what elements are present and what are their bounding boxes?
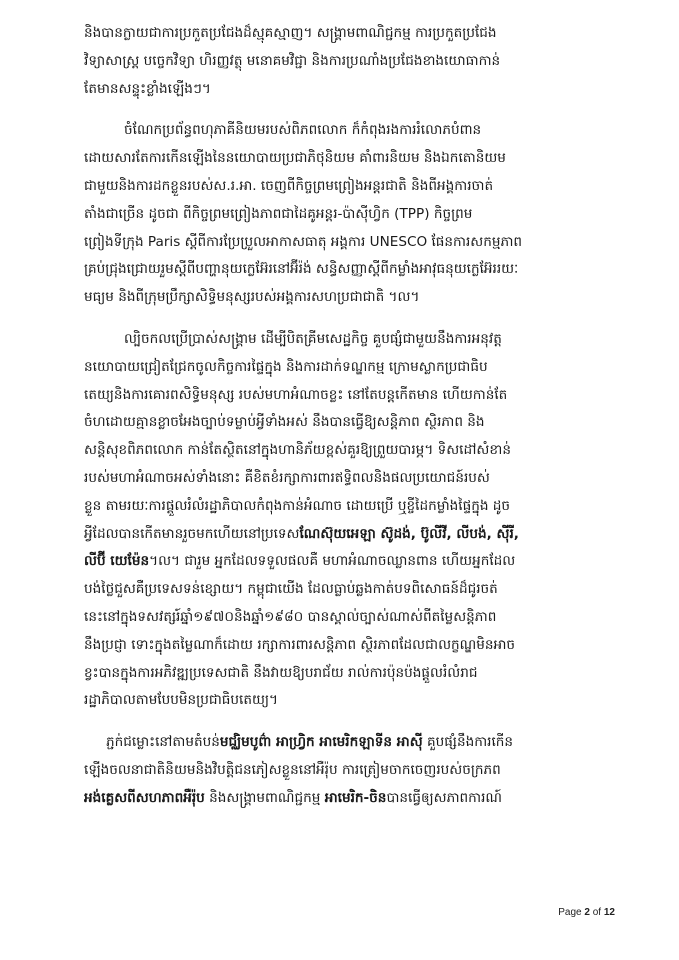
text-segment: តេយ្យនិងការគោរពសិទ្ធិមនុស្ស របស់មហាអំណាចខ្លះ នៅតែបន្តកើតមាន ហើយកាន់តែ bbox=[84, 386, 508, 403]
paragraph-gap bbox=[84, 312, 619, 326]
text-segment: និងបានក្លាយជាការប្រកួតប្រជែងដ៏ស្មុគស្មាញ។ សង្គ្រាមពាណិជ្ជកម្ម ការប្រកួតប្រជែង bbox=[84, 25, 497, 41]
bold-text-segment: មជ្ឈិមបូព៌ា អាហ្វ្រិក អាមេរិកឡាទីន អាស៊ី bbox=[219, 734, 423, 751]
text-segment: ជាមួយនិងការដកខ្លួនរបស់ស.រ.អា. ចេញពីកិច្ចព្រមព្រៀងអន្តរជាតិ និងពីអង្គការចាត់ bbox=[84, 177, 494, 194]
text-segment: នេះនៅក្នុងទសវត្សរ៍ឆ្នាំ១៩៧០និងឆ្នាំ១៩៨០ បានស្គាល់ច្បាស់ណាស់ពីតម្លៃសន្តិភាព bbox=[84, 608, 497, 625]
text-line bbox=[84, 687, 619, 715]
text-segment: សន្តិសុខពិភពលោក កាន់តែស្ថិតនៅក្នុងហានិភ័យខ្ពស់គួរឱ្យព្រួយបារម្ភ។ ទិសដៅសំខាន់ bbox=[84, 442, 511, 459]
text-line bbox=[84, 548, 619, 576]
text-segment: បង់ថ្លៃជួសគឺប្រទេសទន់ខ្សោយ។ កម្ពុជាយើង ដែលធ្លាប់ឆ្លងកាត់បទពិសោធន៍ដ៏ជូរចត់ bbox=[84, 581, 498, 598]
page-footer bbox=[558, 907, 615, 918]
text-line bbox=[84, 660, 619, 688]
text-line bbox=[84, 409, 619, 437]
text-line bbox=[84, 326, 619, 354]
text-line bbox=[84, 48, 619, 76]
text-segment: ដោយសារតែការកើនឡើងនៃនយោបាយប្រជាភិថុនិយម គាំពារនិយម និងឯកតោនិយម bbox=[84, 150, 506, 167]
text-line bbox=[84, 173, 619, 201]
text-segment: ចំណែកប្រព័ន្ធពហុភាគីនិយមរបស់ពិភពលោក ក៏កំពុងរងការរំលោភបំពាន bbox=[124, 122, 482, 139]
text-segment: ភ្ជក់ជម្លោះនៅតាមតំបន់ bbox=[106, 734, 220, 751]
document-body bbox=[84, 20, 619, 813]
text-segment: រដ្ឋាភិបាលតាមបែបមិនប្រជាធិបតេយ្យ។ bbox=[84, 692, 278, 709]
text-line bbox=[84, 117, 619, 145]
text-line bbox=[84, 284, 619, 312]
text-segment: តាំងជាច្រើន ដូចជា ពីកិច្ចព្រមព្រៀងភាពជាដៃគូអន្តរ-ប៉ាស៊ីហ្វិក (TPP) កិច្ចព្រម bbox=[84, 205, 473, 222]
text-line bbox=[84, 145, 619, 173]
paragraph bbox=[84, 20, 619, 103]
text-line bbox=[84, 604, 619, 632]
text-line bbox=[84, 465, 619, 493]
text-line bbox=[84, 493, 619, 521]
bold-text-segment: អាមេរិក-ចិន bbox=[324, 789, 387, 806]
bold-text-segment: លីប៊ី យេម៉ែន bbox=[84, 553, 150, 570]
text-line bbox=[84, 76, 619, 104]
text-segment: គ្រប់ជ្រុងជ្រោយរួមស្តីពីបញ្ហានុយក្លេអ៊ែរនៅអ៊ីរ៉ង់ សន្ធិសញ្ញាស្តីពីកម្លាំងអាវុធនុយក្លេអ៊ែររយៈ bbox=[84, 261, 519, 278]
bold-text-segment: ណែស៊ុយអេឡា ស៊ូដង់, ប៊ូលីវី, លីបង់, ស៊ីរី, bbox=[299, 525, 519, 542]
page-of-label: of bbox=[592, 907, 602, 918]
text-line bbox=[84, 757, 619, 785]
text-line bbox=[84, 354, 619, 382]
text-segment: ។ល។ ជារួម អ្នកដែលទទួលផលគឺ មហាអំណាចឈ្លានពាន ហើយអ្នកដែល bbox=[149, 553, 516, 570]
text-line bbox=[84, 256, 619, 284]
text-line bbox=[84, 437, 619, 465]
text-segment: ឡើងចលនាជាតិនិយមនិងវិបត្តិជនភៀសខ្លួននៅអឺរ៉ុប ការត្រៀមចាកចេញរបស់ចក្រភព bbox=[84, 761, 501, 778]
text-segment: នយោបាយជ្រៀតជ្រែកចូលកិច្ចការផ្ទៃក្នុង និងការដាក់ទណ្ឌកម្ម ក្រោមស្លាកប្រជាធិប bbox=[84, 358, 488, 375]
text-segment: បានធ្វើឲ្យសភាពការណ៍ bbox=[386, 789, 502, 806]
text-line bbox=[84, 785, 619, 813]
text-segment: មធ្យម និងពីក្រុមប្រឹក្សាសិទ្ធិមនុស្សរបស់អង្គការសហប្រជាជាតិ ។ល។ bbox=[84, 289, 420, 306]
text-line bbox=[84, 382, 619, 410]
paragraph bbox=[84, 326, 619, 715]
paragraph-gap bbox=[84, 103, 619, 117]
paragraph-gap bbox=[84, 715, 619, 729]
text-segment: ខ្វះបានក្នុងការអភិវឌ្ឍប្រទេសជាតិ នឹងវាយឱ្យបរាជ័យ រាល់ការប៉ុនប៉ងផ្តួលរំលំរាជ bbox=[84, 664, 478, 681]
paragraph bbox=[84, 729, 619, 812]
text-line bbox=[84, 632, 619, 660]
text-segment: ចំហដោយគ្មានខ្លាចអែងច្បាប់ទម្លាប់អ្វីទាំងអស់ នឹងបានធ្វើឱ្យសន្តិភាព ស្ថិរភាព និង bbox=[84, 414, 485, 431]
text-segment: ព្រៀងទីក្រុង Paris ស្តីពីការប្រែប្រួលអាកាសធាតុ អង្គការ UNESCO ផែនការសកម្មភាព bbox=[84, 233, 523, 250]
total-page-count: 12 bbox=[603, 907, 615, 918]
bold-text-segment: អង់គ្លេសពីសហភាពអឺរ៉ុប bbox=[84, 789, 205, 806]
current-page-number: 2 bbox=[584, 907, 590, 918]
text-line bbox=[84, 729, 619, 757]
text-line bbox=[84, 201, 619, 229]
text-segment: តែមានសន្ទុះខ្លាំងឡើងៗ។ bbox=[84, 80, 211, 97]
text-segment: ខ្លួន តាមរយៈការផ្តួលរំលំរដ្ឋាភិបាលកំពុងកាន់អំណាច ដោយប្រើ ឬខ្ចីដៃកម្លាំងផ្ទៃក្នុង ដូច bbox=[84, 497, 511, 514]
text-segment: របស់មហាអំណាចអស់ទាំងនោះ គឺខិតខំរក្សាការពារឥទ្ធិពលនិងផលប្រយោជន៍របស់ bbox=[84, 469, 490, 486]
text-line bbox=[84, 20, 619, 48]
text-segment: និងសង្គ្រាមពាណិជ្ជកម្ម bbox=[204, 789, 325, 806]
page-label: Page bbox=[558, 907, 582, 918]
text-segment: គួបផ្សំនឹងការកើន bbox=[422, 734, 514, 751]
text-line bbox=[84, 576, 619, 604]
text-segment: វិទ្យាសាស្ត្រ បច្ចេកវិទ្យា ហិរញ្ញវត្ថុ មនោគមវិជ្ជា និងការប្រណាំងប្រជែងខាងយោធាកាន់ bbox=[84, 52, 501, 69]
paragraph bbox=[84, 117, 619, 312]
text-line bbox=[84, 521, 619, 549]
text-segment: នឹងប្រជ្ញា ទោះក្នុងតម្លៃណាក៏ដោយ រក្សាការពារសន្តិភាព ស្ថិរភាពដែលជាលក្ខណ្ឌមិនអាច bbox=[84, 636, 516, 653]
text-line bbox=[84, 229, 619, 257]
text-segment: ល្បិចកលប្រើប្រាស់សង្គ្រាម ដើម្បីបិតគ្រីមសេដ្ឋកិច្ច គួបផ្សំជាមួយនឹងការអនុវត្ត bbox=[124, 330, 502, 347]
text-segment: អ្វីដែលបានកើតមានរួចមកហើយនៅប្រទេស bbox=[84, 525, 300, 542]
